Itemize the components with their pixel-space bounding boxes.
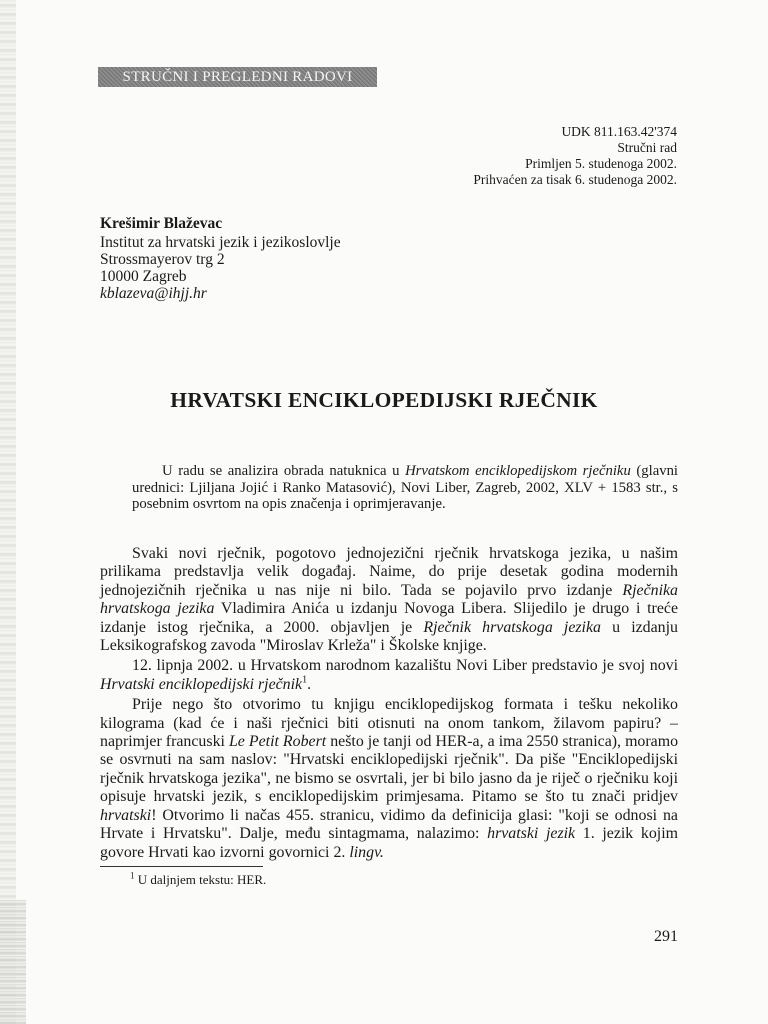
body-text: 1. jezik kojim govore Hrvati kao izvorni govornici 2. (100, 825, 678, 861)
body-text: u izdanju Leksikografskog zavoda "Miroslav Krleža" i Školske knjige. (100, 618, 678, 655)
footnote-text: U daljnjem tekstu: HER. (134, 872, 267, 887)
book-title: Rječnik hrvatskoga jezika (423, 618, 601, 636)
article-title: HRVATSKI ENCIKLOPEDIJSKI RJEČNIK (170, 388, 598, 412)
article-meta (377, 124, 677, 188)
author-city: 10000 Zagreb (100, 268, 187, 285)
body-text: Vladimira Anića u izdanju Novoga Libera. Slijedilo je drugo i treće izdanje istog rječnika, a 2000. objavljen je (100, 600, 679, 636)
abstract (132, 463, 678, 513)
author-institution: Institut za hrvatski jezik i jezikoslovlje (100, 234, 341, 251)
book-title: Hrvatski enciklopedijski rječnik (100, 675, 303, 693)
author-block (100, 215, 500, 302)
received-date: Primljen 5. studenoga 2002. (525, 156, 677, 171)
author-street: Strossmayerov trg 2 (100, 251, 225, 268)
body-text: 12. lipnja 2002. u Hrvatskom narodnom kazalištu Novi Liber predstavio je svoj novi (132, 657, 678, 675)
body-text: Prije nego što otvorimo tu knjigu enciklopedijskog formata i tešku nekoliko kilograma (kad će i naši rječnici biti otisnuti na onom tankom, žilavom papiru? – naprimjer francuski (100, 696, 678, 751)
book-title: Rječnika hrvatskoga jezika (100, 581, 678, 618)
body-paragraph-2 (100, 657, 678, 694)
italic-term: hrvatski jezik (487, 825, 576, 843)
body-text: Svaki novi rječnik, pogotovo jednojezični rječnik hrvatskoga jezika, u našim prilikama predstavlja velik događaj. Naime, do prije desetak godina modernih jednojezičnih rječnika u nas nije ni bilo. Tada se pojavilo prvo izdanje (100, 545, 678, 599)
abstract-book-title: Hrvatskom enciklopedijskom rječniku (405, 463, 631, 479)
abstract-text: U radu se analizira obrada natuknica u (162, 463, 406, 479)
scan-edge (0, 0, 16, 1024)
author-email[interactable]: kblazeva@ihjj.hr (100, 285, 207, 302)
abstract-paragraph (132, 463, 678, 513)
body-text: . (307, 675, 312, 693)
body-paragraph-3 (100, 696, 678, 862)
author-name: Krešimir Blaževac (100, 215, 223, 232)
scan-edge-bottom (0, 900, 26, 1024)
footnote-divider (100, 866, 263, 867)
italic-term: lingv. (349, 843, 384, 861)
body-paragraph-1 (100, 545, 678, 655)
footnote-mark: 1 (130, 870, 135, 881)
book-title: Le Petit Robert (228, 733, 327, 751)
footnote (130, 872, 266, 888)
abstract-text: (glavni urednici: Ljiljana Jojić i Ranko Matasović), Novi Liber, Zagreb, 2002, XLV + 1583 str., s posebnim osvrtom na opis značenja i oprimjeravanje. (132, 463, 678, 512)
body-text: nešto je tanji od HER-a, a ima 2550 stranica), moramo se osvrnuti na sam naslov: "Hrvatski enciklopedijski rječnik". Da piše "Enciklopedijski rječnik hrvatskoga jezika", ne bismo se osvrtali, jer bi bilo jasno da je riječ o rječniku koji opisuje hrvatski jezik, s enciklopedijskim primjesama. Pitamo se što tu znači pridjev (100, 733, 679, 806)
page-number: 291 (654, 928, 678, 945)
italic-term: hrvatski (100, 806, 152, 824)
udk-code: UDK 811.163.42'374 (561, 124, 677, 139)
section-banner: STRUČNI I PREGLEDNI RADOVI (98, 67, 377, 87)
article-body (100, 545, 678, 862)
body-text: ! Otvorimo li načas 455. stranicu, vidimo da definicija glasi: "koji se odnosi na Hrvate i Hrvatsku". Dalje, među sintagmama, nalazimo: (100, 806, 678, 843)
footnote-ref[interactable]: 1 (302, 674, 308, 686)
article-type: Stručni rad (617, 140, 677, 155)
accepted-date: Prihvaćen za tisak 6. studenoga 2002. (473, 172, 677, 187)
